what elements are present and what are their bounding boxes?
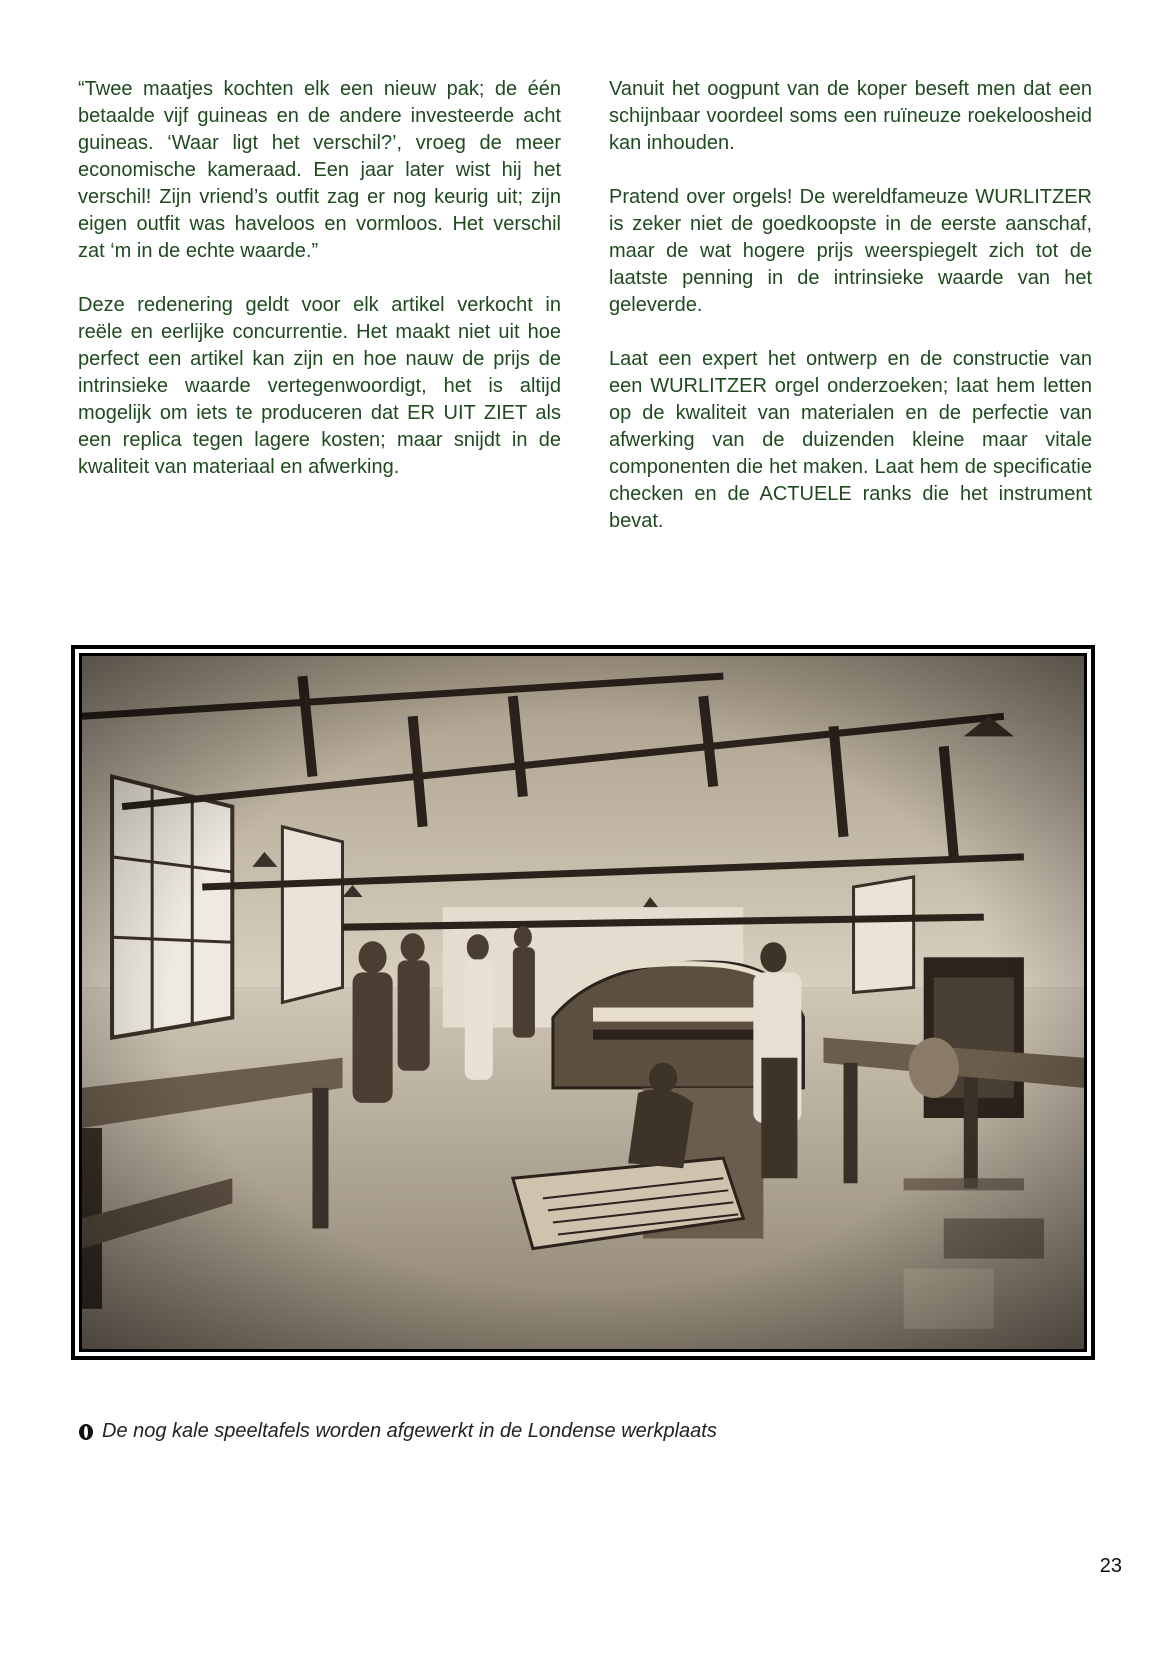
paragraph-quote: “Twee maatjes kochten elk een nieuw pak; de één betaalde vijf guineas en de andere investeerde acht guineas. ‘Waar ligt het verschil?’, vroeg de meer economische kameraad. Een jaar later wist hij het verschil! Zijn vriend’s outfit zag er nog keurig uit; zijn eigen outfit was haveloos en vormloos. Het verschil zat ‘m in de echte waarde.” [78,78,561,262]
photo-caption [78,1420,1078,1443]
paragraph-buyer: Vanuit het oogpunt van de koper beseft men dat een schijnbaar voordeel soms een ruïneuze roekeloosheid kan inhouden. [609,78,1092,154]
camera-icon [78,1423,94,1441]
right-column [609,76,1092,562]
photo-mat [75,649,1091,1356]
caption-text: De nog kale speeltafels worden afgewerkt in de Londense werkplaats [102,1420,717,1442]
paragraph-reasoning: Deze redenering geldt voor elk artikel verkocht in reële en eerlijke concurrentie. Het maakt niet uit hoe perfect een artikel kan zijn en hoe nauw de prijs de intrinsieke waarde vertegenwoordigt, het is altijd mogelijk om iets te produceren dat ER UIT ZIET als een replica tegen lagere kosten; maar snijdt in de kwaliteit van materiaal en afwerking. [78,294,561,478]
photo-frame [71,645,1095,1360]
paragraph-organs: Pratend over orgels! De wereldfameuze WURLITZER is zeker niet de goedkoopste in de eerste aanschaf, maar de wat hogere prijs weerspiegelt zich tot de laatste penning in de intrinsieke waarde van het geleverde. [609,186,1092,316]
left-column [78,76,561,508]
page-number: 23 [1099,1555,1122,1577]
paragraph-expert: Laat een expert het ontwerp en de constructie van een WURLITZER orgel onderzoeken; laat hem letten op de kwaliteit van materialen en de perfectie van afwerking van de duizenden kleine maar vitale componenten die het maken. Laat hem de specificatie checken en de ACTUELE ranks die het instrument bevat. [609,348,1092,532]
workshop-photo-illustration [82,656,1084,1349]
workshop-photo [79,653,1087,1352]
